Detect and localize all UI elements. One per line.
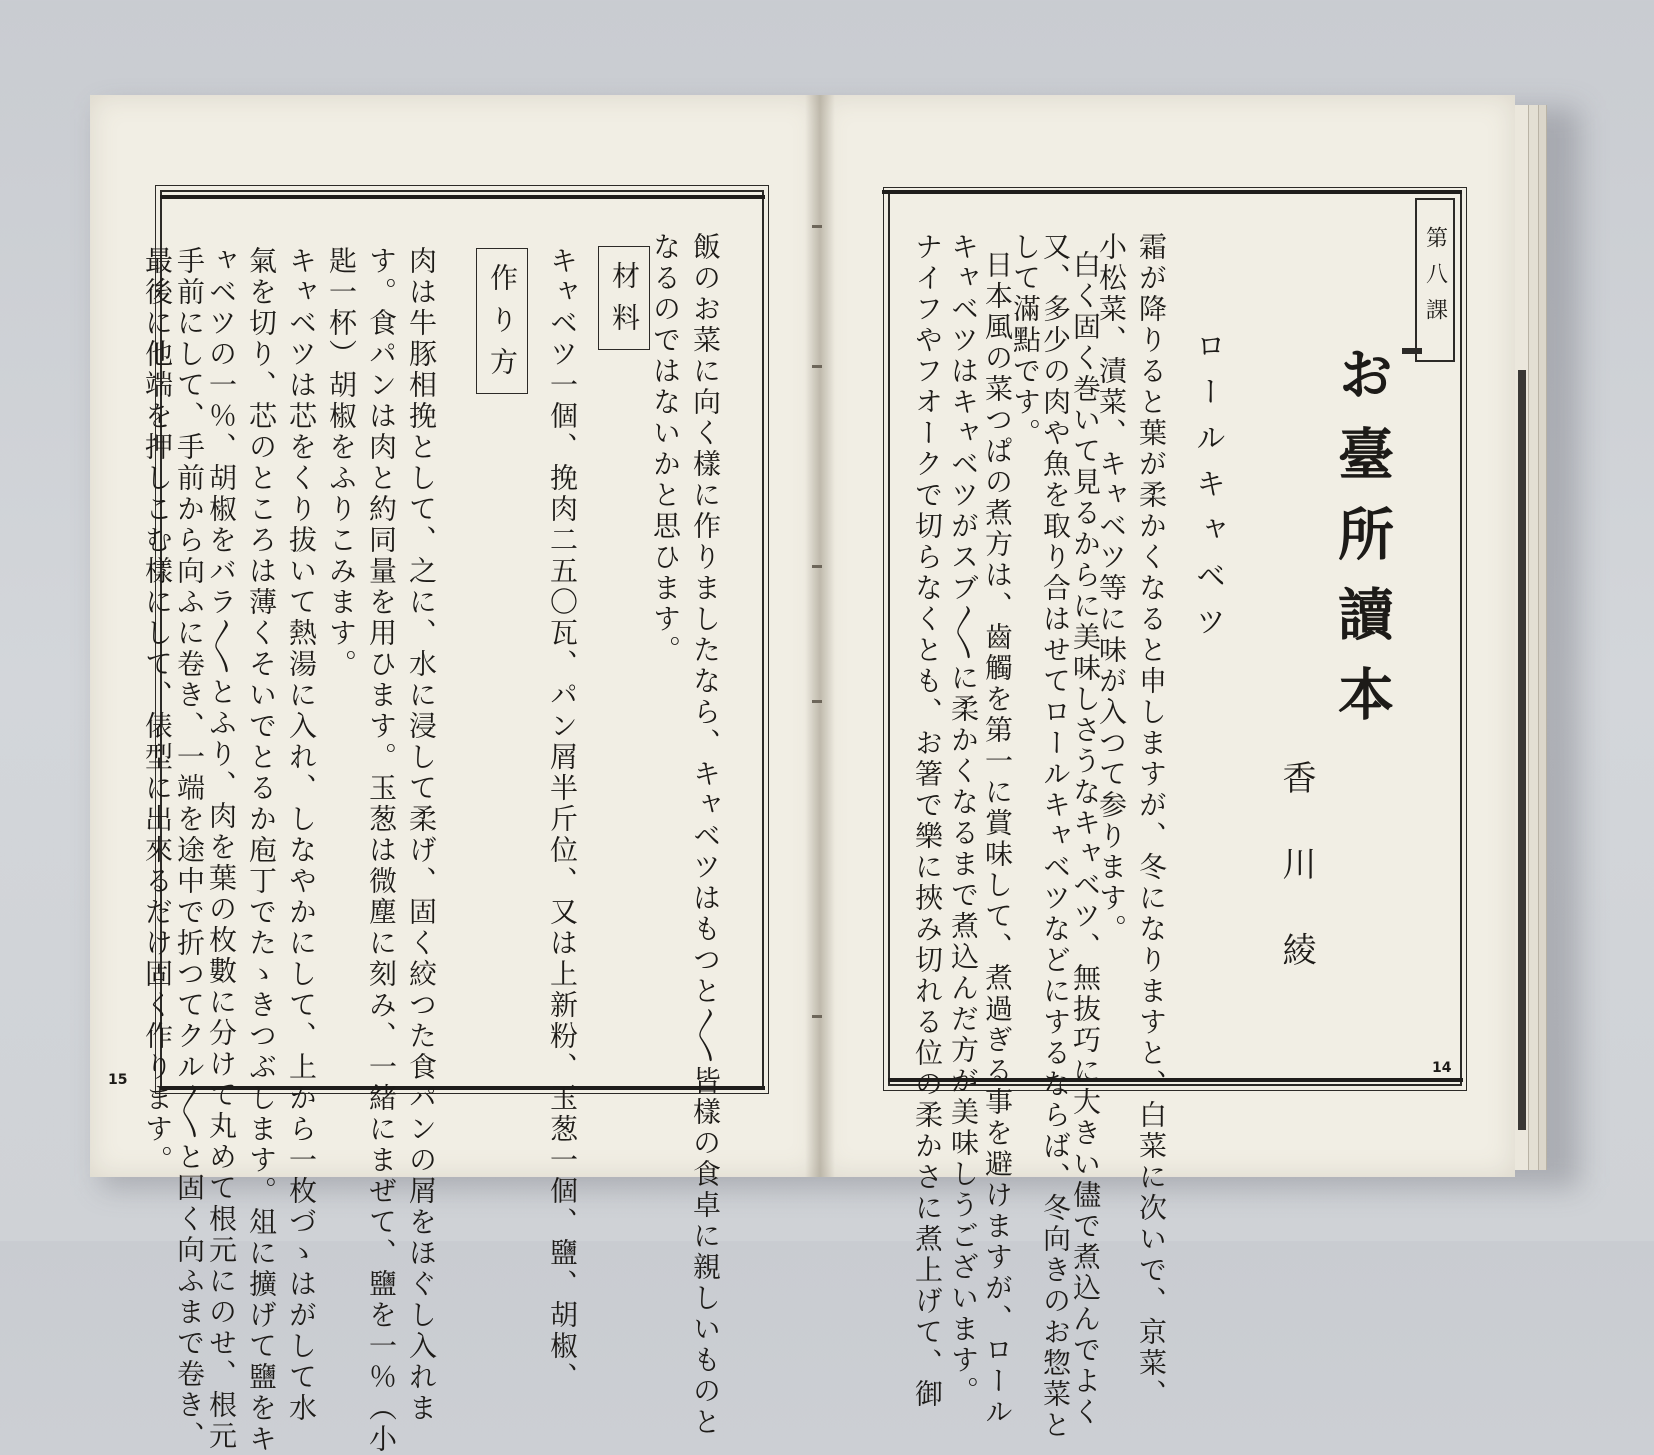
page-number: 15 [108,1072,128,1088]
materials-line: キャベツ一個、挽肉二五〇瓦、パン屑半斤位、又は上新粉、玉葱一個、鹽、胡椒、 [546,246,579,1393]
method-line: 手前にして、手前から向ふに卷き、一端を途中で折つてクル〳〵と固く向ふまで卷き、 [173,246,206,1452]
method-line: キャベツは芯をくり拔いて熱湯に入れ、しなやかにして、上から一枚づゝはがして水 [285,246,318,1424]
method-line: す。食パンは肉と約同量を用ひます。玉葱は微塵に刻み、一緒にまぜて、鹽を一％（小 [365,246,398,1455]
method-heading: 作り方 [476,248,528,394]
method-line: ャベツの一％、胡椒をバラ〳〵とふり、肉を葉の枚數に分けて丸めて根元にのせ、根元 [205,246,238,1452]
left-top-rule [160,195,765,199]
page-edge-stack [1538,105,1547,1170]
body-line: ナイフやフオークで切らなくとも、お箸で樂に挾み切れる位の柔かさに煮上げて、御 [911,232,944,1410]
recipe-title: ロールキャベツ [1190,330,1225,652]
materials-heading: 材料 [598,246,650,350]
lesson-tick [1402,348,1422,354]
right-top-rule [882,190,1462,194]
binding-stitch [812,565,822,568]
author-name: 香川綾 [1276,760,1316,1018]
binding-stitch [812,365,822,368]
page-number: 14 [1432,1060,1452,1076]
body-line: 又、多少の肉や魚を取り合はせてロールキャベツなどにするならば、冬向きのお惣菜と [1039,232,1072,1441]
method-line: 最後に他端を押しこむ樣にして、俵型に出來るだけ固く作ります。 [141,246,174,1176]
binding-stitch [812,225,822,228]
page-edge-band [1518,370,1526,1130]
method-line: 氣を切り、芯のところは薄くそいでとるか庖丁でたゝきつぶします。俎に擴げて鹽をキ [245,246,278,1455]
binding-stitch [812,700,822,703]
method-line: 匙一杯）胡椒をふりこみます。 [325,246,358,680]
body-line: キャベツはキャベツがスブ〳〵に柔かくなるまで煮込んだ方が美味しうございます。 [947,232,980,1407]
body-line: 小松菜、漬菜、キャベツ等に味が入つて参ります。 [1095,232,1128,945]
binding-stitch [812,1015,822,1018]
page-title: お臺所讀本 [1329,345,1395,745]
method-line: 肉は牛豚相挽として、之に、水に浸して柔げ、固く絞つた食パンの屑をほぐし入れま [405,246,438,1424]
page-edge-stack [1528,105,1539,1170]
lesson-label: 第八課 [1415,198,1455,362]
intro-line: なるのではないかと思ひます。 [649,232,682,666]
body-line: 霜が降りると葉が柔かくなると申しますが、冬になりますと、白菜に次いで、京菜、 [1135,232,1168,1410]
body-line: 日本風の菜つぱの煮方は、齒觸を第一に賞味して、煮過ぎる事を避けますが、ロール [981,250,1014,1428]
body-line: して滿點です。 [1009,232,1042,449]
intro-line: 飯のお菜に向く樣に作りましたなら、キャベツはもつと〳〵皆樣の食卓に親しいものと [689,232,722,1438]
body-line: 白く固く巻いて見るからに美味しさうなキャベツ、無抜巧に大きい儘で煮込んでよく [1069,250,1102,1428]
